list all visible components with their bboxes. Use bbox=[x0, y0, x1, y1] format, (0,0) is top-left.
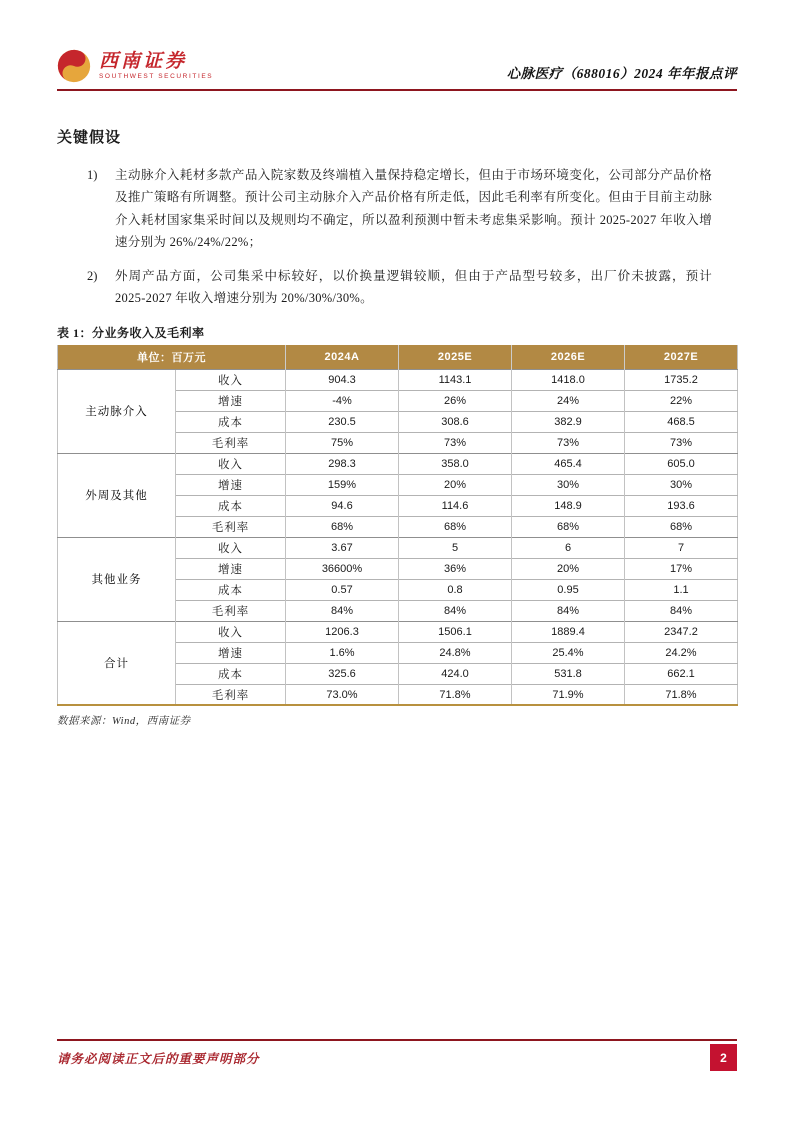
assumption-item bbox=[57, 265, 737, 310]
metric-label-cell: 成本 bbox=[176, 663, 286, 684]
logo-swirl-icon bbox=[51, 43, 96, 88]
section-heading: 关键假设 bbox=[57, 130, 122, 146]
value-cell: 30% bbox=[512, 474, 625, 495]
metric-label-cell: 毛利率 bbox=[176, 516, 286, 537]
value-cell: 71.8% bbox=[399, 684, 512, 705]
value-cell: 465.4 bbox=[512, 453, 625, 474]
value-cell: 1.6% bbox=[286, 642, 399, 663]
metric-label-cell: 成本 bbox=[176, 579, 286, 600]
value-cell: 68% bbox=[286, 516, 399, 537]
year-header-cell: 2024A bbox=[286, 345, 399, 369]
metric-label-cell: 收入 bbox=[176, 537, 286, 558]
metric-label-cell: 成本 bbox=[176, 495, 286, 516]
table-row bbox=[58, 537, 738, 558]
value-cell: 1143.1 bbox=[399, 369, 512, 390]
table-caption: 表 1：分业务收入及毛利率 bbox=[57, 326, 205, 341]
value-cell: 298.3 bbox=[286, 453, 399, 474]
value-cell: 424.0 bbox=[399, 663, 512, 684]
value-cell: 325.6 bbox=[286, 663, 399, 684]
metric-label-cell: 增速 bbox=[176, 642, 286, 663]
table-row bbox=[58, 621, 738, 642]
year-header-cell: 2026E bbox=[512, 345, 625, 369]
year-header-cell: 2025E bbox=[399, 345, 512, 369]
value-cell: 73% bbox=[625, 432, 738, 453]
footer-disclaimer: 请务必阅读正文后的重要声明部分 bbox=[57, 1052, 260, 1066]
logo-name-en: SOUTHWEST SECURITIES bbox=[99, 72, 214, 80]
value-cell: 84% bbox=[286, 600, 399, 621]
table-source-note: 数据来源：Wind，西南证券 bbox=[57, 716, 191, 728]
value-cell: 1889.4 bbox=[512, 621, 625, 642]
value-cell: 193.6 bbox=[625, 495, 738, 516]
value-cell: 71.9% bbox=[512, 684, 625, 705]
value-cell: 1506.1 bbox=[399, 621, 512, 642]
page-content bbox=[57, 126, 737, 728]
value-cell: 20% bbox=[399, 474, 512, 495]
value-cell: 2347.2 bbox=[625, 621, 738, 642]
value-cell: 5 bbox=[399, 537, 512, 558]
value-cell: 6 bbox=[512, 537, 625, 558]
value-cell: 94.6 bbox=[286, 495, 399, 516]
value-cell: 22% bbox=[625, 390, 738, 411]
group-name-cell: 其他业务 bbox=[58, 537, 176, 621]
value-cell: 7 bbox=[625, 537, 738, 558]
value-cell: 0.57 bbox=[286, 579, 399, 600]
value-cell: 20% bbox=[512, 558, 625, 579]
value-cell: 17% bbox=[625, 558, 738, 579]
value-cell: 36600% bbox=[286, 558, 399, 579]
assumption-item bbox=[57, 164, 737, 254]
value-cell: 73% bbox=[399, 432, 512, 453]
group-name-cell: 合计 bbox=[58, 621, 176, 705]
value-cell: 904.3 bbox=[286, 369, 399, 390]
metric-label-cell: 增速 bbox=[176, 558, 286, 579]
report-title: 心脉医疗（688016）2024 年年报点评 bbox=[506, 66, 737, 81]
value-cell: 0.8 bbox=[399, 579, 512, 600]
table-body bbox=[58, 369, 738, 705]
logo-text bbox=[99, 52, 213, 81]
value-cell: 84% bbox=[625, 600, 738, 621]
assumption-number: 1) bbox=[87, 168, 98, 182]
value-cell: 75% bbox=[286, 432, 399, 453]
value-cell: 68% bbox=[625, 516, 738, 537]
value-cell: 3.67 bbox=[286, 537, 399, 558]
group-name-cell: 主动脉介入 bbox=[58, 369, 176, 453]
value-cell: 1735.2 bbox=[625, 369, 738, 390]
company-logo bbox=[57, 49, 213, 89]
metric-label-cell: 增速 bbox=[176, 474, 286, 495]
value-cell: 24.2% bbox=[625, 642, 738, 663]
assumption-text: 主动脉介入耗材多款产品入院家数及终端植入量保持稳定增长，但由于市场环境变化，公司部分产品价格及推广策略有所调整。预计公司主动脉介入产品价格有所走低，因此毛利率有所变化。但由于目前主动脉介入耗材国家集采时间以及规则均不确定，所以盈利预测中暂未考虑集采影响。预计 2025-2027 年收入增速分别为 26%/24%/22%； bbox=[115, 168, 712, 250]
page-number-badge: 2 bbox=[710, 1044, 737, 1071]
value-cell: 1418.0 bbox=[512, 369, 625, 390]
value-cell: 71.8% bbox=[625, 684, 738, 705]
value-cell: 159% bbox=[286, 474, 399, 495]
value-cell: 230.5 bbox=[286, 411, 399, 432]
value-cell: 26% bbox=[399, 390, 512, 411]
value-cell: 1.1 bbox=[625, 579, 738, 600]
value-cell: 1206.3 bbox=[286, 621, 399, 642]
value-cell: 68% bbox=[512, 516, 625, 537]
revenue-margin-table bbox=[57, 345, 738, 706]
value-cell: 25.4% bbox=[512, 642, 625, 663]
value-cell: 84% bbox=[399, 600, 512, 621]
value-cell: 114.6 bbox=[399, 495, 512, 516]
value-cell: 468.5 bbox=[625, 411, 738, 432]
value-cell: 24.8% bbox=[399, 642, 512, 663]
value-cell: 605.0 bbox=[625, 453, 738, 474]
metric-label-cell: 成本 bbox=[176, 411, 286, 432]
metric-label-cell: 收入 bbox=[176, 453, 286, 474]
value-cell: -4% bbox=[286, 390, 399, 411]
value-cell: 0.95 bbox=[512, 579, 625, 600]
metric-label-cell: 毛利率 bbox=[176, 600, 286, 621]
assumption-number: 2) bbox=[87, 268, 98, 283]
value-cell: 308.6 bbox=[399, 411, 512, 432]
value-cell: 148.9 bbox=[512, 495, 625, 516]
value-cell: 24% bbox=[512, 390, 625, 411]
page-header bbox=[57, 44, 737, 91]
value-cell: 382.9 bbox=[512, 411, 625, 432]
table-row bbox=[58, 453, 738, 474]
metric-label-cell: 毛利率 bbox=[176, 684, 286, 705]
value-cell: 84% bbox=[512, 600, 625, 621]
logo-name-cn: 西南证券 bbox=[99, 50, 188, 72]
value-cell: 662.1 bbox=[625, 663, 738, 684]
table-row bbox=[58, 369, 738, 390]
unit-header-cell: 单位：百万元 bbox=[58, 345, 286, 369]
metric-label-cell: 收入 bbox=[176, 369, 286, 390]
value-cell: 68% bbox=[399, 516, 512, 537]
value-cell: 358.0 bbox=[399, 453, 512, 474]
value-cell: 73% bbox=[512, 432, 625, 453]
value-cell: 73.0% bbox=[286, 684, 399, 705]
revenue-table-block bbox=[57, 324, 737, 728]
metric-label-cell: 增速 bbox=[176, 390, 286, 411]
value-cell: 36% bbox=[399, 558, 512, 579]
assumption-text: 外周产品方面，公司集采中标较好，以价换量逻辑较顺，但由于产品型号较多，出厂价未披露，预计 2025-2027 年收入增速分别为 20%/30%/30%。 bbox=[115, 268, 712, 306]
table-header bbox=[58, 345, 738, 369]
value-cell: 30% bbox=[625, 474, 738, 495]
metric-label-cell: 毛利率 bbox=[176, 432, 286, 453]
table-header-row bbox=[58, 345, 738, 369]
group-name-cell: 外周及其他 bbox=[58, 453, 176, 537]
year-header-cell: 2027E bbox=[625, 345, 738, 369]
page-footer bbox=[57, 1039, 737, 1071]
metric-label-cell: 收入 bbox=[176, 621, 286, 642]
value-cell: 531.8 bbox=[512, 663, 625, 684]
